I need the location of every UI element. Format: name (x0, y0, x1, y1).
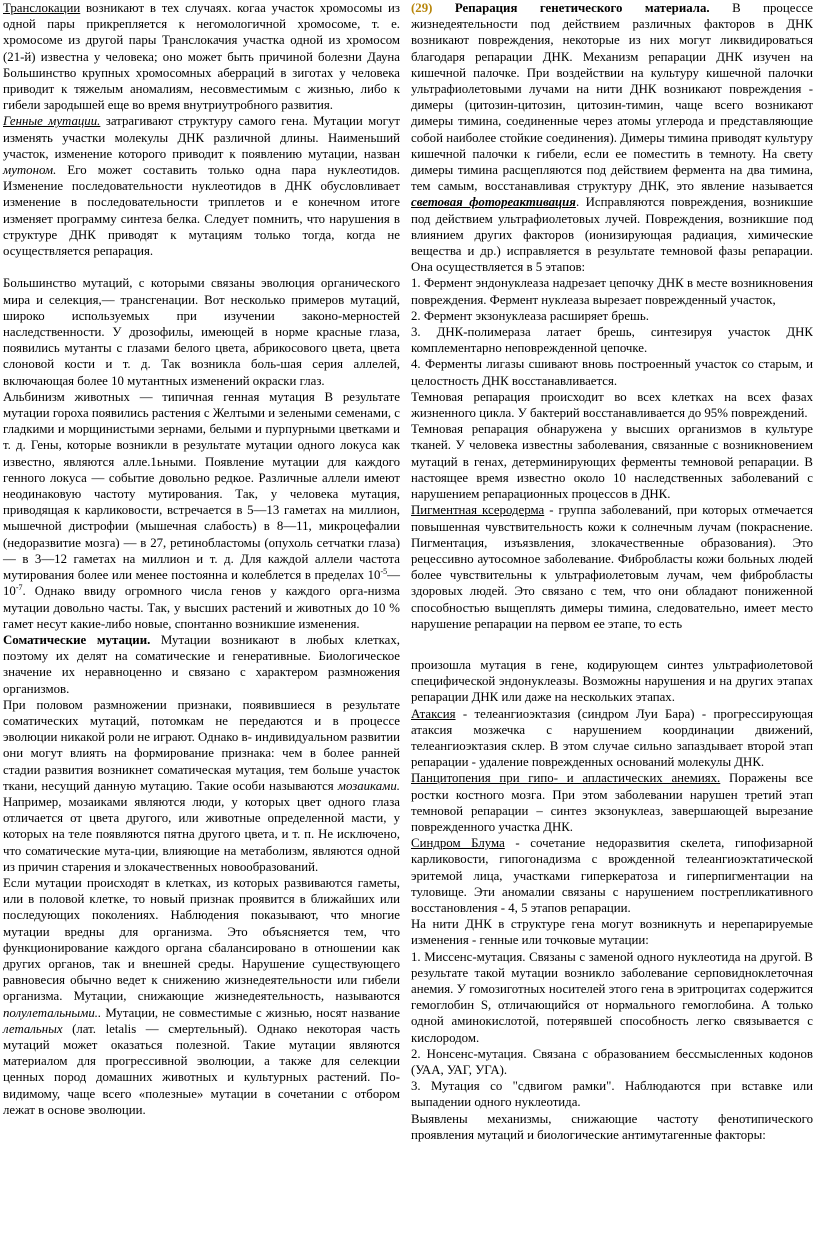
repair-step-2: 2. Фермент экзонуклеаза расширяет брешь. (411, 308, 649, 323)
gene-mutations-term: Генные мутации. (3, 114, 101, 129)
transgenation-paragraph: Большинство мутаций, с которыми связаны эволюция органического мира и селекция,— трансгенации. Вот несколько примеров мутаций, широко используемых при изучении законо-мерностей наследственности. У дрозофилы, имеющей в норме красные глаза, появились мутанты с глазами белого цвета, абрикосового цвета, цвета слоновой кости и т. д. Так возникла боль-шая серия аллелей, включающая более 10 мутантных изменений окраски глаз. (3, 276, 400, 388)
left-column (3, 0, 400, 1118)
mosaics-text-a: При половом размножении признаки, появившиеся в результате соматических мутаций, потомкам не передаются и в процессе эволюции никакой роли не играют. Однако в- индивидуальном развитии они могут влиять на формирование признака: чем в более ранней стадии развития возникнет соматическая мутация, тем больше участок ткани, несущий данную мутацию. Такие особи называются (3, 697, 400, 793)
bloom-syndrome-paragraph (411, 835, 813, 916)
somatic-mutations-text: Мутации возникают в любых клетках, поэтому их делят на соматические и генеративные. Биологическое значение их неравноценно и связано с характером размножения организмов. (3, 632, 400, 696)
frameshift-paragraph: 3. Мутация со "сдвигом рамки". Наблюдаются при вставке или выпадении одного нуклеотида. (411, 1079, 813, 1110)
gamete-text-c: (лат. letalis — смертельный). Однако некоторая часть мутаций может оказаться полезной. Такие мутации являются материалом для прогрессивной эволюции, а также для селекции ценных пород домашних животных и культурных растений. По-видимому, чаще всего «полезные» мутации в сочетании с отбором лежат в основе эволюции. (3, 1021, 400, 1117)
dark-repair-paragraph: Темновая репарация происходит во всех клетках на всех фазах жизненного цикла. У бактерий восстанавливается до 95% повреждений. (411, 389, 813, 421)
paragraph-spacer (3, 259, 400, 275)
ataxia-term: Атаксия (411, 706, 456, 721)
section-number: (29) (411, 1, 433, 15)
repair-text-a: В процессе жизнедеятельности под действием различных факторов в ДНК возникают повреждения, некоторые из них могут ликвидироваться благодаря репарации ДНК. Механизм репарации ДНК изучен на кишечной палочке. При воздействии на культуру кишечной палочки ультрафиолетовыми лучами на нити ДНК возникают повреждения - димеры (цитозин-цитозин, цитозин-тимин, чаще всего возникают димеры тимина, соединенные через атомы углерода и представляющие собой наиболее стойкие соединения). Димеры тимина приводят культуру кишечной палочки к гибели, если ее поместить в темноту. На свету димеры тимина расщепляются под действием фермента на два тимина, тем самым, восстанавливая структуру ДНК, это явление называется (411, 1, 814, 194)
translocations-term: Транслокации (3, 1, 81, 15)
mosaics-paragraph (3, 697, 400, 875)
mosaics-term: мозаиками. (337, 778, 400, 793)
repair-step-4: 4. Ферменты лигазы сшивают вновь построенный участок со старым, и целостность ДНК восстанавливается. (411, 357, 813, 388)
missense-paragraph: 1. Миссенс-мутация. Связаны с заменой одного нуклеотида на другой. В результате такой мутации возникло заболевание серповидноклеточная анемия. У гомозиготных носителей этого гена в эритроцитах содержится гемоглобин S, отличающийся от нормального гемоглобина. А только одной аминокислотой, потерявшей способность легко связывается с кислородом. (411, 949, 813, 1045)
repair-text-b: . Исправляются повреждения, возникшие под действием ультрафиолетовых лучей. Повреждения, возникшие под влиянием других факторов (ионизирующая радиация, химические вещества и др.) исправляется в результате темновой фазы репарации. Она осуществляется в 5 этапов: (411, 195, 814, 275)
muton-term: мутоном. (3, 163, 57, 178)
pancytopenia-text: Поражены все ростки костного мозга. При этом заболевании нарушен третий этап темновой репарации – синтез экзонуклеаз, завершающей вырезание поврежденного участка ДНК. (411, 771, 813, 834)
gamete-text-a: Если мутации происходят в клетках, из которых развиваются гаметы, или в половой клетке, то новый признак проявится в ближайших или последующих поколениях. Наблюдения показывают, что многие мутации вредны для организма. Это объясняется тем, что функционирование каждого органа сбалансировано в отношении как других органов, так и внешней среды. Нарушение существующего равновесия обычно ведет к снижению жизнедеятельности или гибели организма. Мутации, снижающие жизнедеятельность, называются (3, 875, 400, 1004)
semilethal-term: полулетальными.. (3, 1005, 102, 1020)
point-mutations-paragraph: На нити ДНК в структуре гена могут возникнуть и нерепарируемые изменения - генные или точковые мутации: (411, 917, 813, 948)
higher-organisms-paragraph: Темновая репарация обнаружена у высших организмов в культуре тканей. У человека известны заболевания, связанные с возникновением мутаций в генах, детерминирующих ферменты темновой репарации. В настоящее время известно около 10 наследственных заболеваний с нарушением репарационных процессов в ДНК. (411, 422, 813, 502)
nonsense-paragraph: 2. Нонсенс-мутация. Связана с образованием бессмысленных кодонов (УАА, УАГ, УГА). (411, 1046, 813, 1077)
gene-mutations-text-b: Его может составить только одна пара нуклеотидов. Изменение последовательности нуклеотидов в ДНК обусловливает изменение в последовательности триплетов и е конечном итоге изменяет программу синтеза белка. Следует помнить, что нарушения в структуре ДНК приводят к мутациям только тогда, когда не осуществляется репарация. (3, 163, 400, 259)
pancytopenia-term: Панцитопения при гипо- и апластических анемиях. (411, 771, 721, 786)
xeroderma-paragraph (411, 502, 813, 632)
pancytopenia-paragraph (411, 770, 813, 835)
bloom-syndrome-text: - сочетание недоразвития скелета, гипофизарной карликовости, гипогонадизма с врожденной телеангиоэктатической эритемой лица, участками гиперкератоза и гиперпигментации на туловище. Эти аномалии связаны с нарушением пострепликативного восстановления - 4, 5 этапов репарации. (411, 836, 813, 915)
xeroderma-term: Пигментная ксеродерма (411, 503, 545, 518)
mosaics-text-b: Например, мозаиками являются люди, у которых цвет одного глаза отличается от цвета другого, или животные определенной масти, у которых на теле появляются пятна другого цвета, и т. п. Не исключено, что соматические мута-ции, влияющие на метаболизм, являются одной из причин старения и злокачественных новообразований. (3, 794, 400, 874)
gene-mutations-paragraph (3, 113, 400, 259)
paragraph-spacer (411, 632, 813, 657)
somatic-mutations-title: Соматические мутации. (3, 632, 151, 647)
exponent-2: -7 (15, 583, 23, 593)
albinism-paragraph (3, 389, 400, 632)
ataxia-paragraph (411, 706, 813, 771)
lethal-term: летальных (3, 1021, 63, 1036)
right-column (411, 0, 813, 1143)
repair-paragraph (411, 0, 813, 275)
repair-step-3: 3. ДНК-полимераза латает брешь, синтезируя участок ДНК комплементарно неповрежденной цепочке. (411, 325, 813, 356)
ataxia-text: - телеангиоэктазия (синдром Луи Бара) - прогрессирующая атаксия мозжечка с нарушением координации движений, телеангиоэктазия склер. В этом случае сильно запаздывает второй этап репарации - удаление поврежденных оснований молекулы ДНК. (411, 706, 813, 770)
gamete-text-b: Мутации, не совместимые с жизнью, носят название (101, 1005, 400, 1020)
albinism-text-a: Альбинизм животных — типичная генная мутация В результате мутации гороха появились растения с Желтыми и зелеными семенами, с гладкими и морщинистыми зернами, белыми и пурпурными цветками и т. д. Гены, которые возникли в результате мутации одного локуса как известно, являются алле.1ьными. Появление мутации для каждого генного локуса — событие довольно редкое. Различные аллели имеют неодинаковую частоту мутирования. Так, у человека мутация, приводящая к карликовости, встречается в 5—13 гаметах на миллион, мышечной дистрофии (мышечная слабость) в 8—11, микроцефалии (недоразвитие мозга) — в 27, ретинобластомы (опухоль сетчатки глаза) — в 3—12 гаметах на миллион и т. д. Для каждой аллели частота мутирования более или менее постоянна и колеблется в пределах 10 (3, 389, 400, 583)
exponent-1: -5 (380, 567, 388, 577)
repair-title: Репарация генетического материала. (432, 1, 710, 15)
endonuclease-paragraph: произошла мутация в гене, кодирующем синтез ультрафиолетовой специфической эндонуклеазы. Возможны нарушения и на других этапах репарации ДНК или даже на нескольких этапах. (411, 657, 813, 705)
translocations-text: возникают в тех случаях. когаа участок хромосомы из одной пары прикрепляется к негомологичной хромосоме, т. е. хромосоме из другой пары Транслокачия участка одной из хромосом (21-й) известна у человека; оно может быть причиной болезни Дауна Большинство крупных хромосомных аберраций в зиготах у человека приводит к тяжелым аномалиям, несовместимым с жизнью, либо к гибели зародышей еще во время внутриутробного развития. (3, 1, 400, 113)
xeroderma-text: - группа заболеваний, при которых отмечается повышенная чувствительность кожи к солнечным лучам (покраснение. Пигментация, изъязвления, злокачественные образования). Это рецессивно аутосомное заболевание. Фибробласты кожи больных людей более чувствительны к ультрафиолетовым лучам, чем фибробласты здоровых людей. Это связано с тем, что они обладают пониженной способностью выщеплять димеры тимина, следовательно, имеет место нарушение репарации на первом ее этапе, то есть (411, 503, 813, 631)
somatic-mutations-paragraph (3, 632, 400, 697)
gamete-mutations-paragraph (3, 875, 400, 1118)
repair-step-1: 1. Фермент эндонуклеаза надрезает цепочку ДНК в месте возникновения повреждения. Фермент нуклеаза вырезает поврежденный участок, (411, 276, 813, 307)
albinism-text-b: —10 (3, 568, 400, 599)
translocations-paragraph (3, 0, 400, 113)
antimutagen-paragraph: Выявлены механизмы, снижающие частоту фенотипического проявления мутаций и биологические антимутагенные факторы: (411, 1111, 813, 1142)
bloom-syndrome-term: Синдром Блума (411, 836, 505, 851)
photoreactivation-term: световая фотореактивация (411, 195, 576, 210)
gene-mutations-text-a: затрагивают структуру самого гена. Мутации могут изменять участки молекулы ДНК различной длины. Наименьший участок, изменение которого приводит к появлению мутации, назван (3, 114, 400, 161)
albinism-text-c: . Однако ввиду огромного числа генов у каждого орга-низма мутации довольно часты. Так, у высших растений и животных до 10 % гамет несут какие-либо новые, спонтанно возникшие изменения. (3, 584, 400, 631)
